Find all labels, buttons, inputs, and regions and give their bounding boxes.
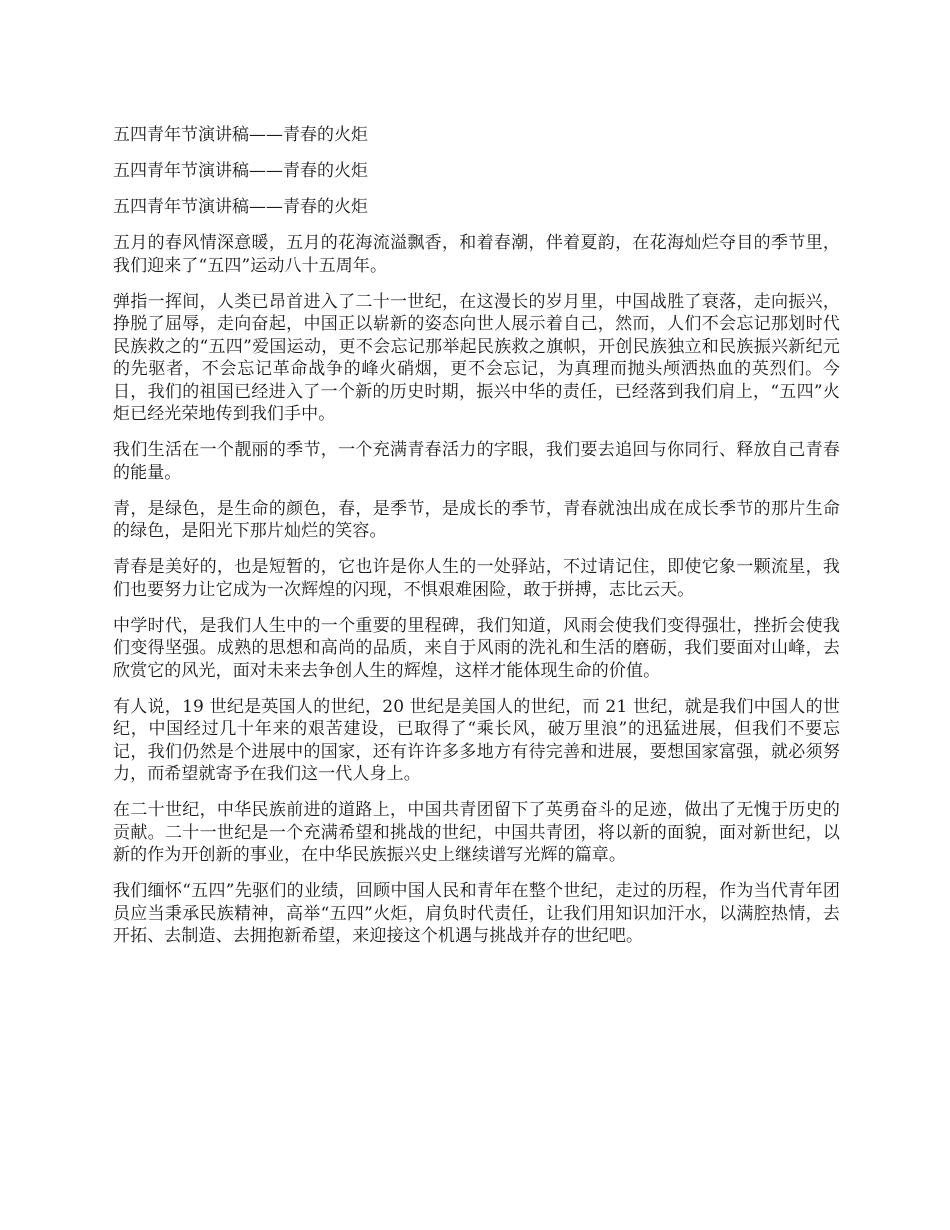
- paragraph: 中学时代，是我们人生中的一个重要的里程碑，我们知道，风雨会使我们变得强壮，挫折会使我们变得坚强。成熟的思想和高尚的品质，来自于风雨的洗礼和生活的磨砺，我们要面对山峰，去欣赏它的风光，面对未来去争创人生的辉煌，这样才能体现生命的价值。: [113, 615, 840, 681]
- paragraph: 我们缅怀“五四”先驱们的业绩，回顾中国人民和青年在整个世纪，走过的历程，作为当代青年团员应当秉承民族精神，高举“五四”火炬，肩负时代责任，让我们用知识加汗水，以满腔热情，去开拓、去制造、去拥抱新希望，来迎接这个机遇与挑战并存的世纪吧。: [113, 881, 840, 946]
- document-title: 五四青年节演讲稿——青春的火炬: [113, 125, 368, 145]
- paragraph: 弹指一挥间，人类已昂首进入了二十一世纪，在这漫长的岁月里，中国战胜了衰落，走向振兴，挣脱了屈辱，走向奋起，中国正以崭新的姿态向世人展示着自己，然而，人们不会忘记那划时代民族救之的“五四”爱国运动，更不会忘记那举起民族救之旗帜，开创民族独立和民族振兴新纪元的先驱者，不会忘记革命战争的峰火硝烟，更不会忘记，为真理而抛头颅洒热血的英烈们。今日，我们的祖国已经进入了一个新的历史时期，振兴中华的责任，已经落到我们肩上，“五四”火炬已经光荣地传到我们手中。: [113, 291, 840, 424]
- document-title: 五四青年节演讲稿——青春的火炬: [113, 197, 368, 217]
- paragraph: 有人说，19 世纪是英国人的世纪，20 世纪是美国人的世纪，而 21 世纪，就是我们中国人的世纪，中国经过几十年来的艰苦建设，已取得了“乘长风，破万里浪”的迅猛进展，但我们不要忘记，我们仍然是个进展中的国家，还有许许多多地方有待完善和进展，要想国家富强，就必须努力，而希望就寄予在我们这一代人身上。: [113, 696, 840, 784]
- paragraph: 青春是美好的，也是短暂的，它也许是你人生的一处驿站，不过请记住，即使它象一颗流星，我们也要努力让它成为一次辉煌的闪现，不惧艰难困险，敢于拼搏，志比云天。: [113, 557, 840, 600]
- document-page: [113, 124, 840, 961]
- paragraph: 青，是绿色，是生命的颜色，春，是季节，是成长的季节，青春就浊出成在成长季节的那片生命的绿色，是阳光下那片灿烂的笑容。: [113, 498, 840, 541]
- paragraph: 在二十世纪，中华民族前进的道路上，中国共青团留下了英勇奋斗的足迹，做出了无愧于历史的贡献。二十一世纪是一个充满希望和挑战的世纪，中国共青团，将以新的面貌，面对新世纪，以新的作为开创新的事业，在中华民族振兴史上继续谱写光辉的篇章。: [113, 800, 840, 865]
- paragraph: 五月的春风情深意暖，五月的花海流溢飘香，和着春潮，伴着夏韵，在花海灿烂夺目的季节里，我们迎来了“五四”运动八十五周年。: [113, 233, 840, 276]
- paragraph: 我们生活在一个靓丽的季节，一个充满青春活力的字眼，我们要去追回与你同行、释放自己青春的能量。: [113, 440, 840, 483]
- document-title: 五四青年节演讲稿——青春的火炬: [113, 161, 368, 181]
